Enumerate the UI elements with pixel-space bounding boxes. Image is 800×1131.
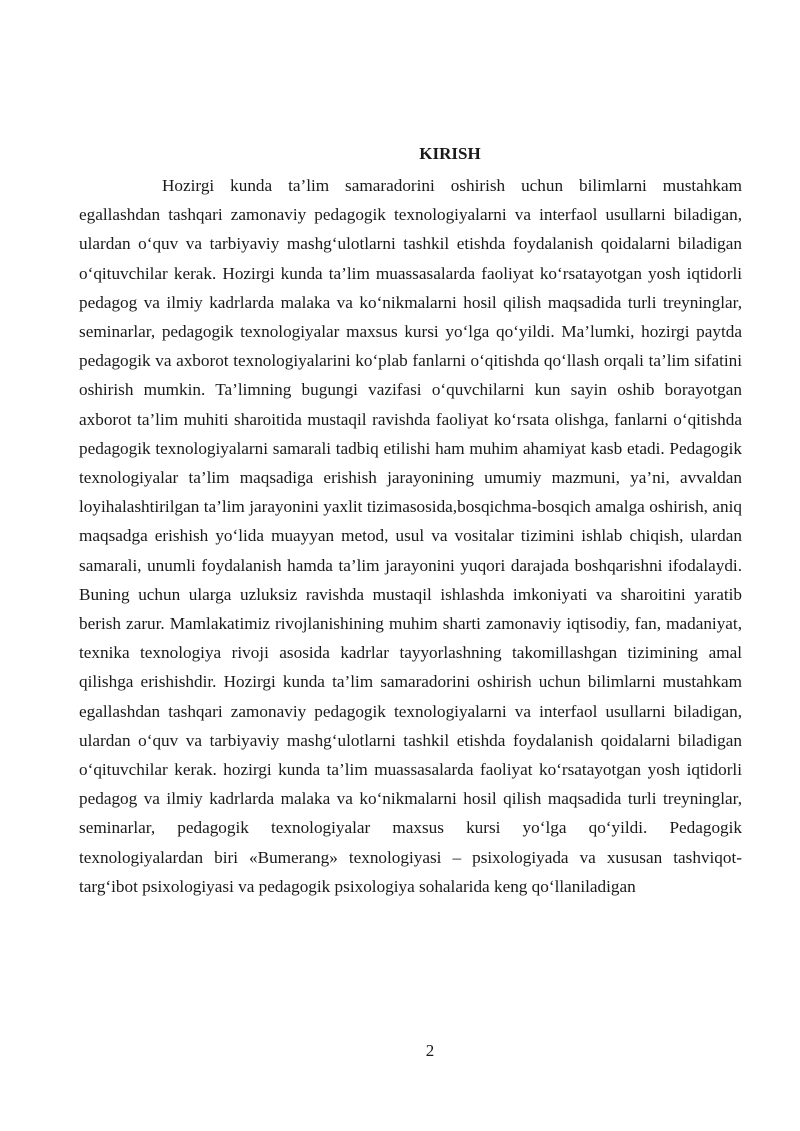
page-number: 2	[425, 1041, 435, 1060]
body-paragraph: Hozirgi kunda ta’lim samaradorini oshirish uchun bilimlarni mustahkam egallashdan tashqari zamonaviy pedagogik texnologiyalarni va interfaol usullarni biladigan, ulardan o‘quv va tarbiyaviy mashg‘ulotlarni tashkil etishda foydalanish qoidalarni biladigan o‘qituvchilar kerak. Hozirgi kunda ta’lim muassasalarda faoliyat ko‘rsatayotgan yosh iqtidorli pedagog va ilmiy kadrlarda malaka va ko‘nikmalarni hosil qilish maqsadida turli treyninglar, seminarlar, pedagogik texnologiyalar maxsus kursi yo‘lga qo‘yildi. Ma’lumki, hozirgi paytda pedagogik va axborot texnologiyalarini ko‘plab fanlarni o‘qitishda qo‘llash orqali ta’lim sifatini oshirish mumkin. Ta’limning bugungi vazifasi o‘quvchilarni kun sayin oshib borayotgan axborot ta’lim muhiti sharoitida mustaqil ravishda faoliyat ko‘rsata olishga, fanlarni o‘qitishda pedagogik texnologiyalarni samarali tadbiq etilishi ham muhim ahamiyat kasb etadi. Pedagogik texnologiyalar ta’lim maqsadiga erishish jarayonining umumiy mazmuni, ya’ni, avvaldan loyihalashtirilgan ta’lim jarayonini yaxlit tizimasosida,bosqichma-bosqich amalga oshirish, aniq maqsadga erishish yo‘lida muayyan metod, usul va vositalar tizimini ishlab chiqish, ulardan samarali, unumli foydalanish hamda ta’lim jarayonini yuqori darajada boshqarishni ifodalaydi. Buning uchun ularga uzluksiz ravishda mustaqil ishlashda imkoniyati va sharoitini yaratib berish zarur. Mamlakatimiz rivojlanishining muhim sharti zamonaviy iqtisodiy, fan, madaniyat, texnika texnologiya rivoji asosida kadrlar tayyorlashning takomillashgan tizimining amal qilishga erishishdir. Hozirgi kunda ta’lim samaradorini oshirish uchun bilimlarni mustahkam egallashdan tashqari zamonaviy pedagogik texnologiyalarni va interfaol usullarni biladigan, ulardan o‘quv va tarbiyaviy mashg‘ulotlarni tashkil etishda foydalanish qoidalarni biladigan o‘qituvchilar kerak. hozirgi kunda ta’lim muassasalarda faoliyat ko‘rsatayotgan yosh iqtidorli pedagog va ilmiy kadrlarda malaka va ko‘nikmalarni hosil qilish maqsadida turli treyninglar, seminarlar, pedagogik texnologiyalar maxsus kursi yo‘lga qo‘yildi. Pedagogik texnologiyalardan biri «Bumerang» texnologiyasi – psixologiyada va xususan tashviqot-targ‘ibot psixologiyasi va pedagogik psixologiya sohalarida keng qo‘llaniladigan	[79, 176, 742, 896]
section-heading: KIRISH	[419, 144, 481, 163]
